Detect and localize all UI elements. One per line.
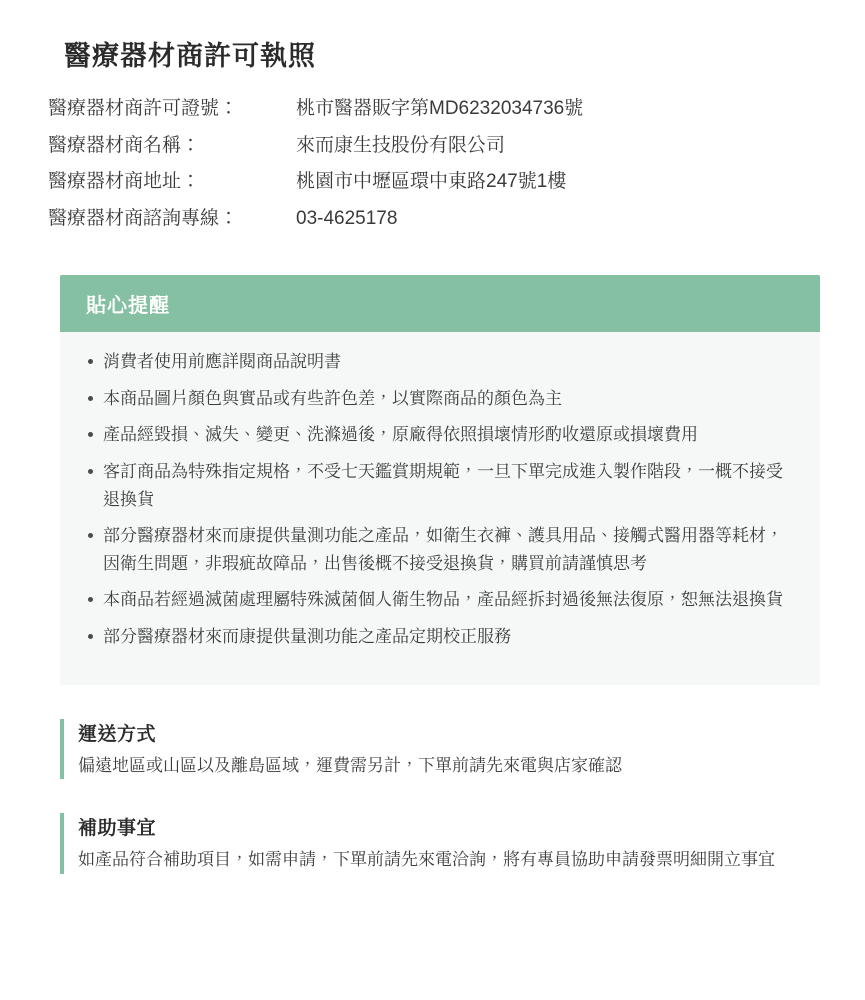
notice-card-body [60,332,820,685]
license-number-value: 桃市醫器販字第MD6232034736號 [296,98,584,119]
page-title: 醫療器材商許可執照 [64,41,316,71]
list-item: 產品經毀損、滅失、變更、洗滌過後，原廠得依照損壞情形酌收還原或損壞費用 [86,421,794,449]
list-item: 部分醫療器材來而康提供量測功能之產品，如衛生衣褲、護具用品、接觸式醫用器等耗材，因衛生問題，非瑕疵故障品，出售後概不接受退換貨，購買前請謹慎思考 [86,522,794,577]
license-info-rows [48,91,583,237]
table-row [48,91,583,128]
list-item: 本商品圖片顏色與實品或有些許色差，以實際商品的顏色為主 [86,385,794,413]
table-row [48,128,583,165]
shipping-section-text: 偏遠地區或山區以及離島區域，運費需另計，下單前請先來電與店家確認 [78,756,622,776]
license-info-table [48,91,583,237]
notice-card-title: 貼心提醒 [86,295,170,318]
notice-card [60,275,820,685]
subsidy-section [60,813,840,873]
list-item: 本商品若經過滅菌處理屬特殊滅菌個人衛生物品，產品經拆封過後無法復原，恕無法退換貨 [86,586,794,614]
company-address-label: 醫療器材商地址： [48,171,201,193]
table-row [48,201,583,238]
subsidy-section-title: 補助事宜 [78,818,157,840]
subsidy-section-text: 如產品符合補助項目，如需申請，下單前請先來電洽詢，將有專員協助申請發票明細開立事宜 [78,850,775,870]
list-item: 客訂商品為特殊指定規格，不受七天鑑賞期規範，一旦下單完成進入製作階段，一概不接受退換貨 [86,458,794,513]
shipping-section [60,719,840,779]
shipping-section-title: 運送方式 [78,724,157,746]
notice-list [86,348,794,650]
notice-card-header [60,275,820,332]
table-row [48,164,583,201]
list-item: 消費者使用前應詳閱商品說明書 [86,348,794,376]
company-name-label: 醫療器材商名稱： [48,134,201,156]
company-phone-value: 03-4625178 [296,207,398,229]
company-name-value: 來而康生技股份有限公司 [296,134,506,156]
company-address-value: 桃園市中壢區環中東路247號1樓 [296,171,567,193]
license-number-label: 醫療器材商許可證號： [48,98,239,119]
list-item: 部分醫療器材來而康提供量測功能之產品定期校正服務 [86,623,794,651]
company-phone-label: 醫療器材商諮詢專線： [48,207,239,229]
